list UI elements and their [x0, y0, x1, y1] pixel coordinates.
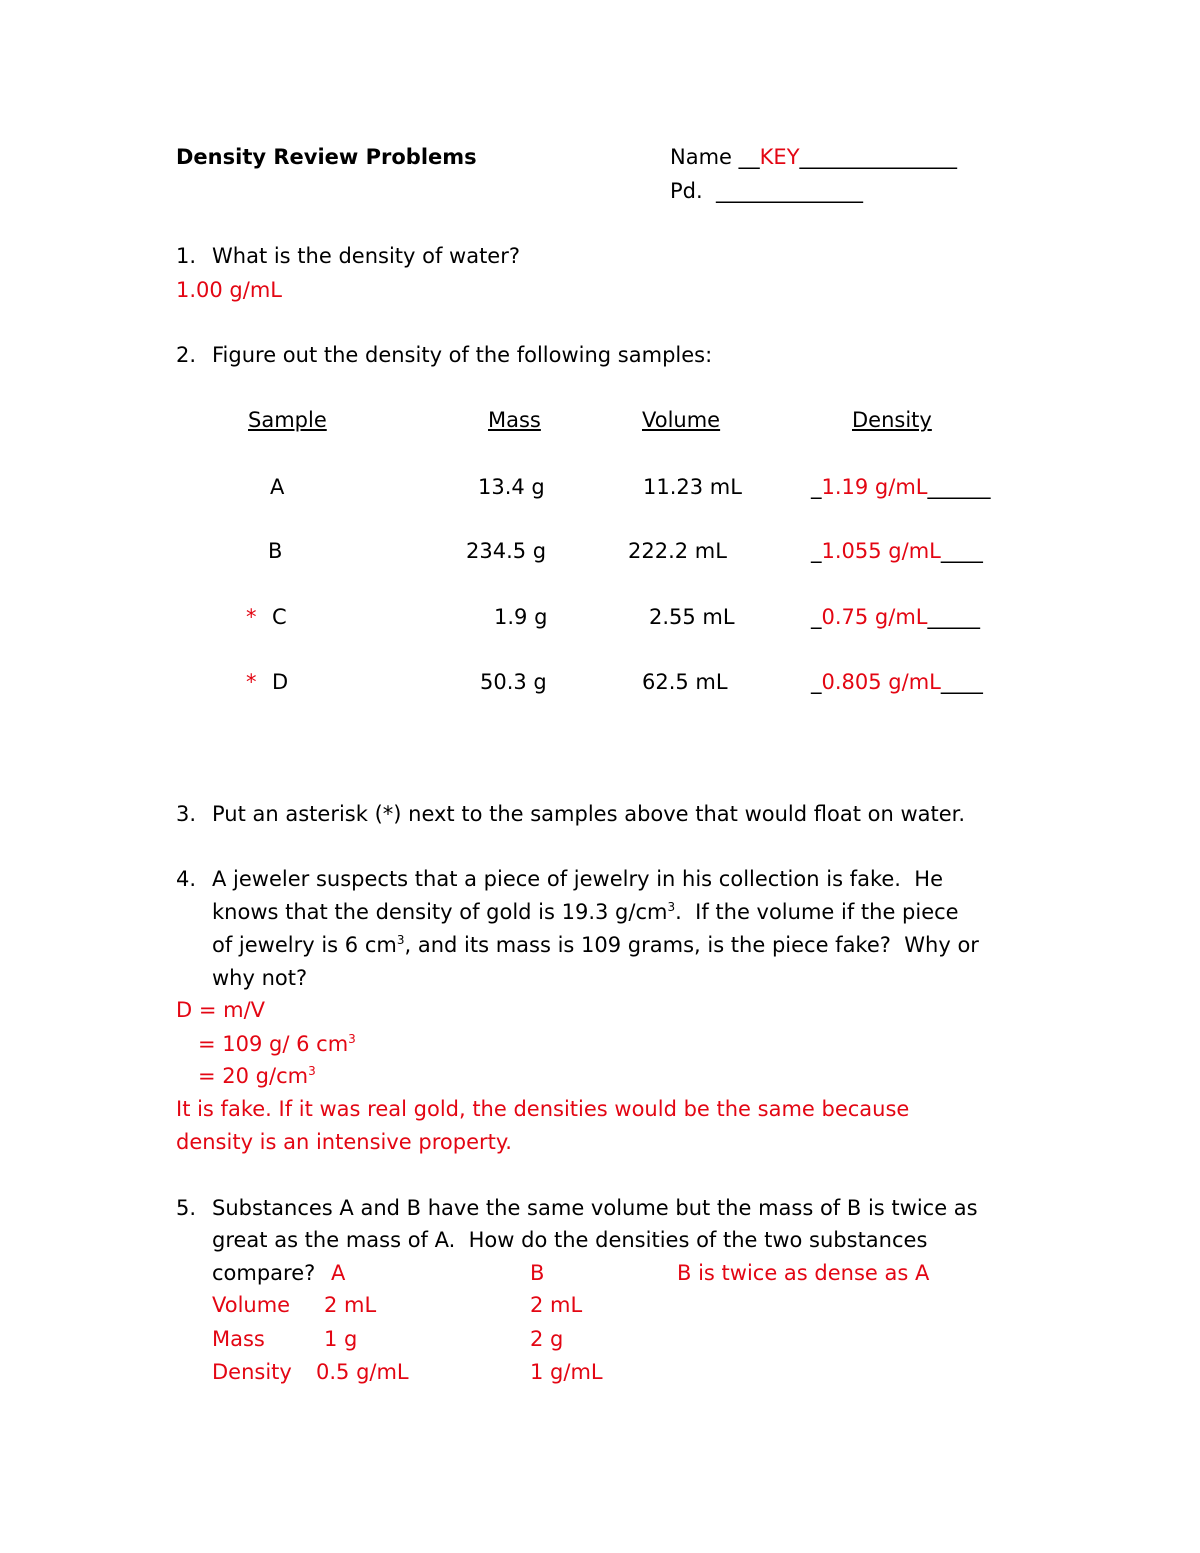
sample-c-label: C [272, 605, 287, 629]
sample-d-mass: 50.3 g [480, 670, 547, 694]
q4-line-2 [212, 902, 959, 923]
name-blank-suffix: _______________ [799, 145, 958, 169]
sample-b-volume: 222.2 mL [628, 539, 727, 563]
sample-a-label: A [270, 475, 285, 499]
q4-line-3-text: of jewelry is 6 cm [212, 933, 397, 957]
q4-line-2-text: knows that the density of gold is 19.3 g/cm [212, 900, 668, 924]
period-field [670, 181, 863, 202]
q5-col-b-header: B [530, 1261, 545, 1285]
q4-line-3 [212, 935, 979, 956]
sample-d-asterisk: * [246, 670, 257, 694]
q1-answer: 1.00 g/mL [176, 278, 282, 302]
name-label: Name [670, 145, 732, 169]
q4-work-result [198, 1066, 316, 1087]
col-header-mass: Mass [488, 408, 541, 432]
q5-row-volume-label: Volume [212, 1293, 291, 1317]
exponent: 3 [396, 933, 405, 947]
col-header-sample: Sample [248, 408, 327, 432]
q4-line-2-rest: . If the volume if the piece [675, 900, 959, 924]
q4-line-3-rest: , and its mass is 109 grams, is the piece fake? Why or [404, 933, 979, 957]
sample-d-label: D [272, 670, 289, 694]
density-answer: 0.75 g/mL [821, 605, 928, 629]
period-blank: ______________ [716, 179, 864, 203]
col-header-volume: Volume [642, 408, 721, 432]
density-blank-post: ______ [927, 475, 991, 499]
q5-row-density-label: Density [212, 1360, 292, 1384]
sample-a-mass: 13.4 g [478, 475, 545, 499]
density-blank-pre: _ [811, 605, 822, 629]
q1-number: 1. [176, 244, 197, 268]
sample-c-density [811, 607, 980, 628]
q4-answer-line-2: density is an intensive property. [176, 1130, 512, 1154]
q4-number: 4. [176, 867, 197, 891]
name-field [670, 147, 957, 168]
q5-row-density-b: 1 g/mL [530, 1360, 603, 1384]
q3-text: Put an asterisk (*) next to the samples above that would float on water. [212, 802, 966, 826]
exponent: 3 [348, 1032, 356, 1046]
sample-c-asterisk: * [246, 605, 257, 629]
sample-a-volume: 11.23 mL [643, 475, 742, 499]
q5-row-density-a: 0.5 g/mL [316, 1360, 409, 1384]
q4-work-2-text: = 109 g/ 6 cm [198, 1032, 349, 1056]
q2-text: Figure out the density of the following samples: [212, 343, 713, 367]
q2-number: 2. [176, 343, 197, 367]
sample-b-mass: 234.5 g [466, 539, 547, 563]
name-value: KEY [759, 145, 800, 169]
exponent: 3 [667, 900, 676, 914]
period-label: Pd. [670, 179, 703, 203]
exponent: 3 [308, 1064, 316, 1078]
sample-d-density [811, 672, 983, 693]
density-blank-pre: _ [811, 475, 822, 499]
q4-line-4: why not? [212, 966, 308, 990]
sample-c-volume: 2.55 mL [649, 605, 735, 629]
density-blank-pre: _ [811, 539, 822, 563]
density-answer: 1.19 g/mL [821, 475, 928, 499]
q5-conclusion: B is twice as dense as A [677, 1261, 930, 1285]
density-blank-post: ____ [940, 670, 983, 694]
q3-number: 3. [176, 802, 197, 826]
density-blank-post: ____ [940, 539, 983, 563]
q4-work-formula: D = m/V [176, 998, 266, 1022]
density-blank-post: _____ [927, 605, 980, 629]
q5-row-volume-b: 2 mL [530, 1293, 583, 1317]
page-title: Density Review Problems [176, 145, 477, 169]
sample-b-density [811, 541, 983, 562]
q5-number: 5. [176, 1196, 197, 1220]
q5-row-volume-a: 2 mL [324, 1293, 377, 1317]
q5-line-3: compare? [212, 1261, 316, 1285]
q5-row-mass-label: Mass [212, 1327, 265, 1351]
density-answer: 0.805 g/mL [821, 670, 941, 694]
density-blank-pre: _ [811, 670, 822, 694]
q1-text: What is the density of water? [212, 244, 521, 268]
q5-row-mass-a: 1 g [324, 1327, 358, 1351]
sample-c-mass: 1.9 g [494, 605, 548, 629]
density-answer: 1.055 g/mL [821, 539, 941, 563]
sample-d-volume: 62.5 mL [642, 670, 728, 694]
q5-line-1: Substances A and B have the same volume but the mass of B is twice as [212, 1196, 978, 1220]
q4-answer-line-1: It is fake. If it was real gold, the densities would be the same because [176, 1097, 910, 1121]
q5-row-mass-b: 2 g [530, 1327, 564, 1351]
q5-col-a-header: A [331, 1261, 346, 1285]
q4-line-1: A jeweler suspects that a piece of jewelry in his collection is fake. He [212, 867, 944, 891]
q4-work-substitution [198, 1034, 356, 1055]
sample-a-density [811, 477, 991, 498]
sample-b-label: B [268, 539, 283, 563]
col-header-density: Density [852, 408, 932, 432]
name-blank-prefix: __ [738, 145, 760, 169]
q5-line-2: great as the mass of A. How do the densities of the two substances [212, 1228, 928, 1252]
q4-work-3-text: = 20 g/cm [198, 1064, 309, 1088]
